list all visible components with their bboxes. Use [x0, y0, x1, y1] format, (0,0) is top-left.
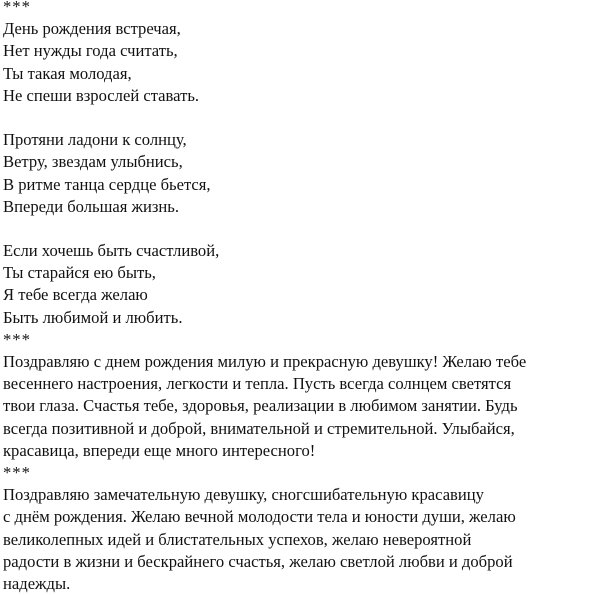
separator: *** [3, 329, 31, 349]
document-body [3, 0, 597, 595]
prose-line: великолепных идей и блистательных успехов, желаю невероятной [3, 529, 472, 549]
verse-line: Ветру, звездам улыбнись, [3, 152, 183, 172]
verse-line: Протяни ладони к солнцу, [3, 130, 187, 150]
verse-line: Ты такая молодая, [3, 63, 132, 83]
verse-line: Ты старайся ею быть, [3, 263, 156, 283]
separator: *** [3, 462, 31, 482]
verse-line: Не спеши взрослей ставать. [3, 85, 200, 105]
prose-line: твои глаза. Счастья тебе, здоровья, реализации в любимом занятии. Будь [3, 396, 518, 416]
stanza-gap [3, 107, 597, 129]
stanza-3 [3, 240, 597, 329]
stanza-gap [3, 218, 597, 240]
verse-line: Я тебе всегда желаю [3, 285, 148, 305]
prose-line: радости в жизни и бескрайнего счастья, желаю светлой любви и доброй [3, 551, 513, 571]
prose-line: весеннего настроения, легкости и тепла. Пусть всегда солнцем светятся [3, 374, 512, 394]
separator: *** [3, 0, 31, 16]
verse-line: Нет нужды года считать, [3, 41, 178, 61]
prose-line: красавица, впереди еще много интересного! [3, 440, 316, 460]
prose-line: Поздравляю замечательную девушку, сногсшибательную красавицу [3, 485, 484, 505]
verse-line: День рождения встречая, [3, 19, 181, 39]
prose-greeting-2 [3, 462, 597, 595]
verse-line: Впереди большая жизнь. [3, 196, 180, 216]
prose-line: с днём рождения. Желаю вечной молодости тела и юности души, желаю [3, 507, 516, 527]
poem [3, 0, 597, 329]
verse-line: Быть любимой и любить. [3, 307, 183, 327]
prose-line: Поздравляю с днем рождения милую и прекрасную девушку! Желаю тебе [3, 352, 527, 371]
verse-line: Если хочешь быть счастливой, [3, 241, 220, 261]
prose-line: всегда позитивной и доброй, внимательной и стремительной. Улыбайся, [3, 418, 515, 438]
stanza-2 [3, 129, 597, 218]
prose-greeting-1 [3, 329, 597, 462]
verse-line: В ритме танца сердце бьется, [3, 174, 211, 194]
stanza-1 [3, 18, 597, 107]
prose-line: надежды. [3, 573, 71, 593]
